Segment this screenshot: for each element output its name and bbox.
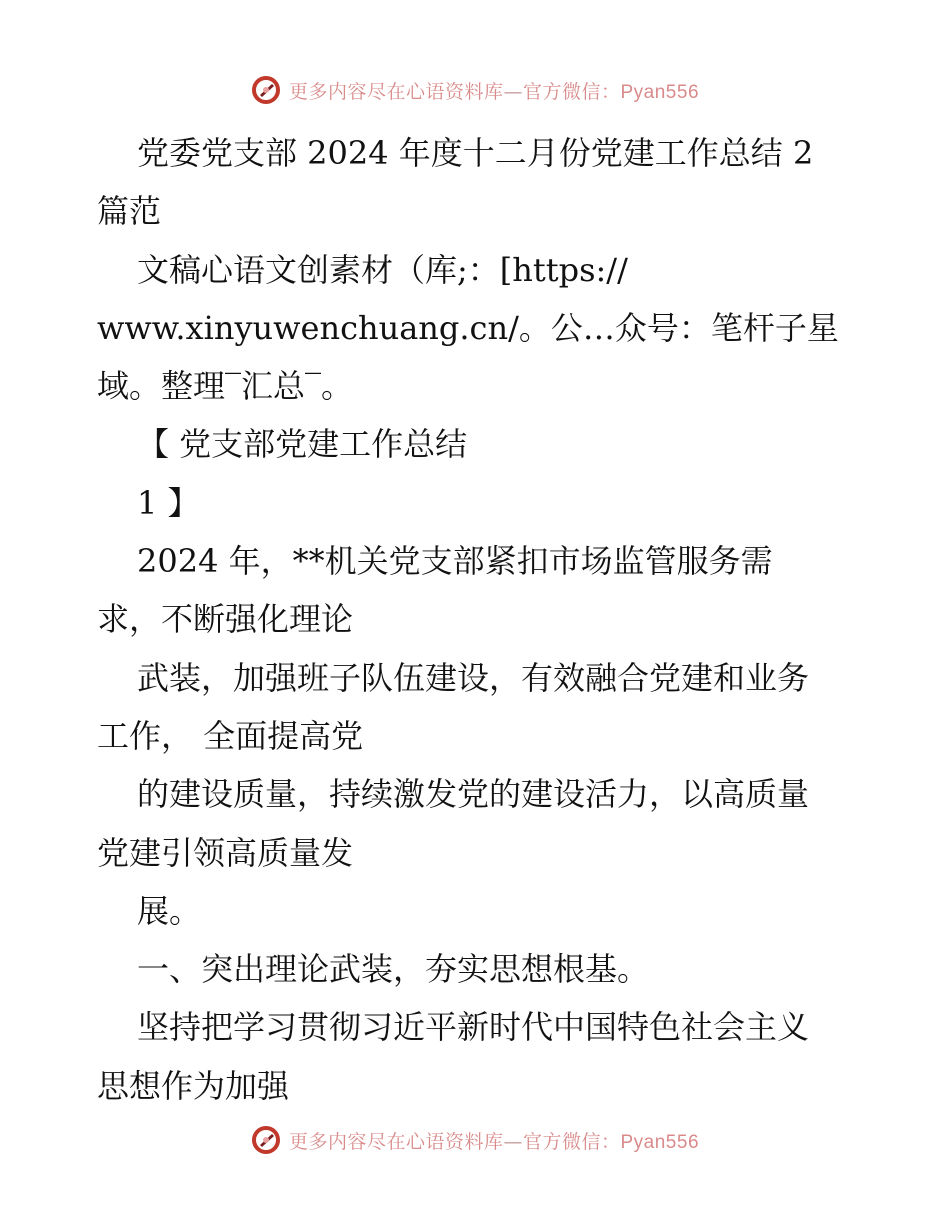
banner-contact: 官方微信：Pyan556 (523, 81, 700, 103)
text-line: 2024 年，**机关党支部紧扣市场监管服务需 (137, 542, 773, 581)
text-line: 域。整理‾汇总‾。 (97, 367, 354, 406)
footer-banner (0, 1120, 950, 1160)
banner-contact: 官方微信：Pyan556 (523, 1131, 700, 1153)
banner-label (289, 1127, 699, 1154)
banner-separator: — (503, 1130, 523, 1153)
banner-title: 更多内容尽在心语资料库 (288, 1130, 504, 1153)
banner-separator: — (503, 80, 523, 103)
text-line: 工作， 全面提高党 (97, 716, 364, 755)
banner-label (289, 77, 699, 104)
text-line: 思想作为加强 (97, 1066, 290, 1105)
text-line: 一、突出理论武装，夯实思想根基。 (137, 950, 650, 989)
red-ring-logo-icon (251, 1125, 281, 1155)
text-line: 的建设质量，持续激发党的建设活力，以高质量 (137, 775, 810, 814)
text-line: www.xinyuwenchuang.cn/。公…众号：笔杆子星 (97, 308, 839, 347)
banner-title: 更多内容尽在心语资料库 (288, 80, 504, 103)
red-ring-logo-icon (251, 75, 281, 105)
text-line: 党委党支部 2024 年度十二月份党建工作总结 2 (137, 134, 814, 172)
document-body (97, 124, 857, 1115)
text-line: 篇范 (97, 192, 162, 231)
text-line: 坚持把学习贯彻习近平新时代中国特色社会主义 (137, 1008, 810, 1047)
text-line: 【 党支部党建工作总结 (137, 425, 468, 464)
text-line: 求，不断强化理论 (97, 600, 354, 639)
text-line: 文稿心语文创素材（库;：[https:// (137, 250, 628, 289)
header-banner (0, 70, 950, 110)
text-line: 展。 (137, 891, 202, 930)
text-line: 1 】 (137, 483, 200, 522)
text-line: 武装，加强班子队伍建设，有效融合党建和业务 (137, 658, 810, 697)
text-line: 党建引领高质量发 (97, 833, 354, 872)
